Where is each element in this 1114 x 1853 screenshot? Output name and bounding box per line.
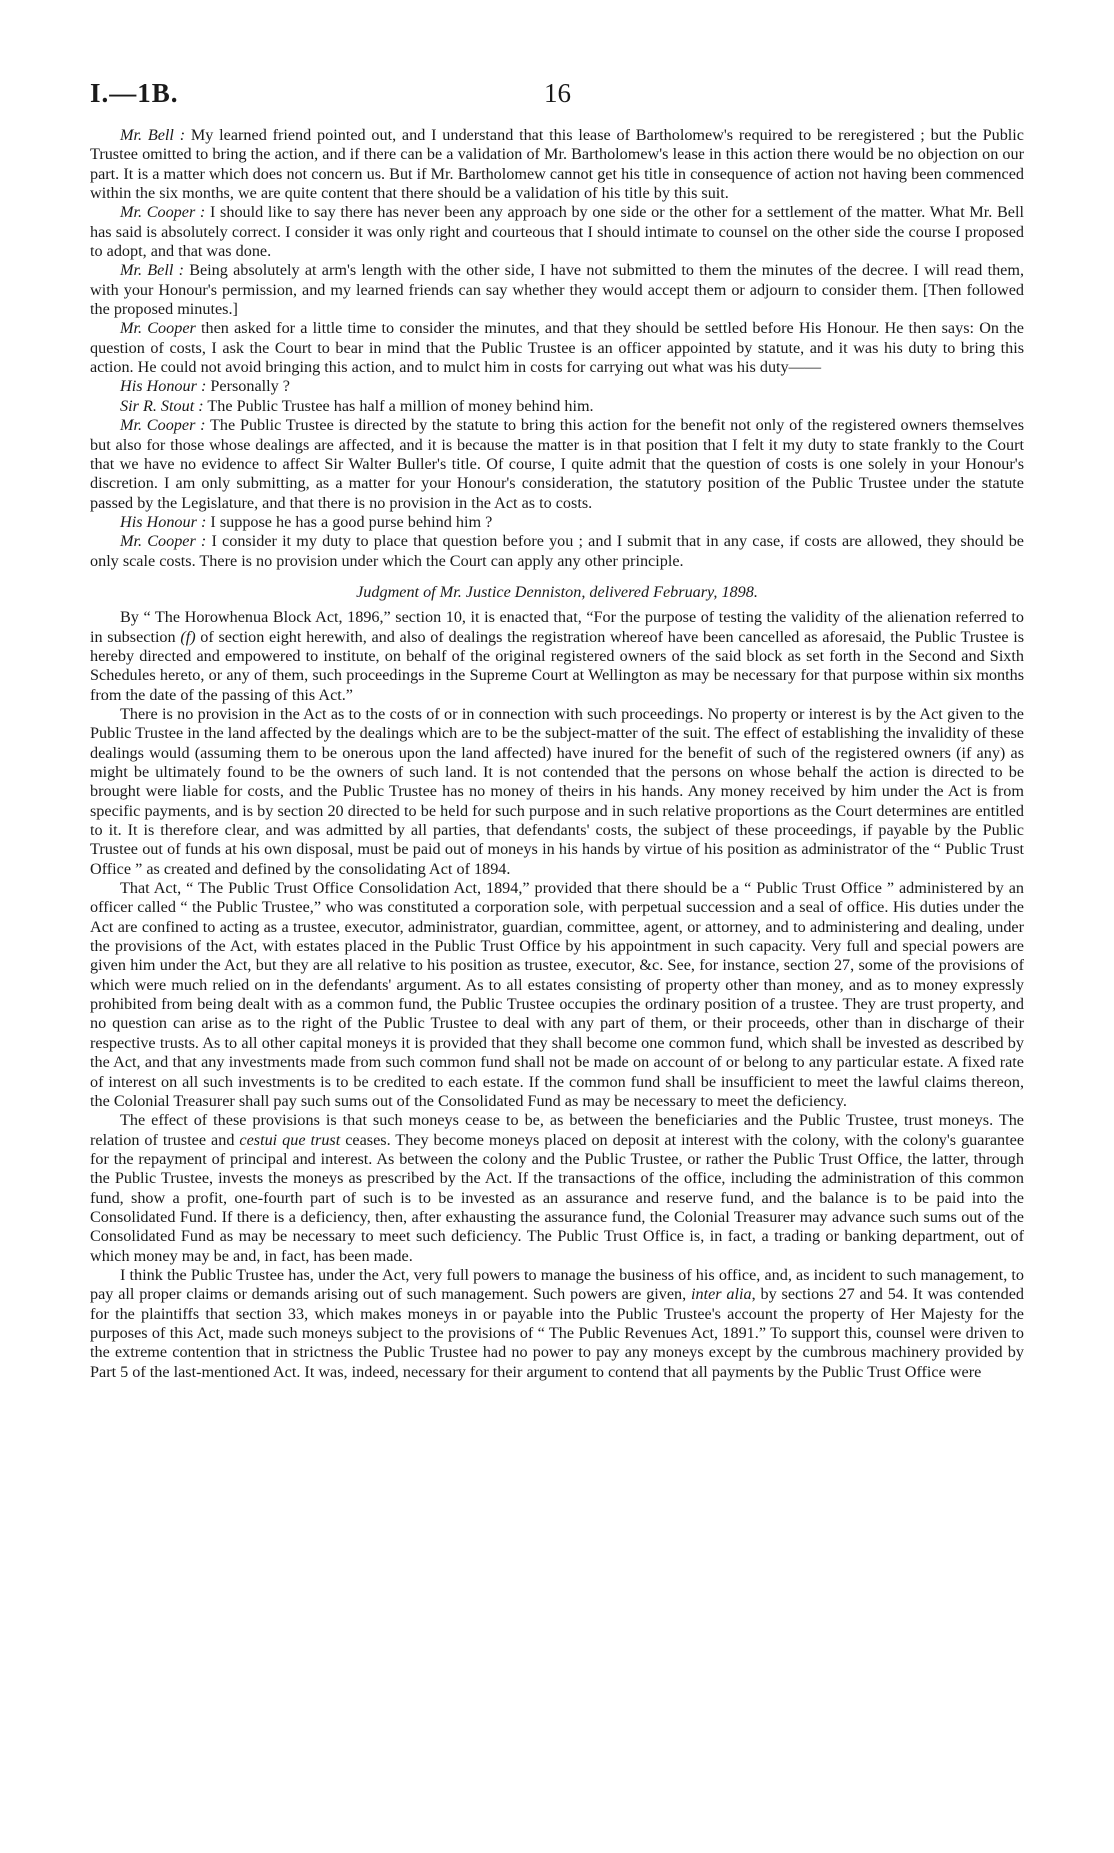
paragraph-text: By “ The Horowhenua Block Act, 1896,” section 10, it is enacted that, “For the purpose of testing the validity of the alienation referred to in subsection (90, 608, 1024, 646)
judgment-paragraph (90, 1266, 1024, 1382)
speaker-name: Mr. Bell : (120, 126, 186, 144)
paragraph-text: That Act, “ The Public Trust Office Consolidation Act, 1894,” provided that there should be a “ Public Trust Office ” administered by an officer called “ the Public Trustee,” who was constituted a corporation sole, with perpetual succession and a seal of office. His duties under the Act are confined to acting as a trustee, executor, administrator, guardian, committee, agent, or attorney, and to administering and dealing, under the provisions of the Act, with estates placed in the Public Trust Office by his appointment in such capacity. Very full and special powers are given him under the Act, but they are all relative to his position as trustee, executor, &c. See, for instance, section 27, some of the provisions of which were much relied on in the defendants' argument. As to all estates consisting of property other than money, and as to money expressly prohibited from being dealt with as a common fund, the Public Trustee occupies the ordinary position of a trustee. They are trust property, and no question can arise as to the right of the Public Trustee to deal with any part of them, or their proceeds, other than in discharge of their respective trusts. As to all other capital moneys it is provided that they shall become one common fund, which shall be invested as described by the Act, and that any investments made from such common fund shall not be made on account of or belong to any particular estate. A fixed rate of interest on all such investments is to be credited to each estate. If the common fund shall be insufficient to meet the lawful claims thereon, the Colonial Treasurer shall pay such sums out of the Consolidated Fund as may be necessary to meet the deficiency. (90, 879, 1024, 1110)
paragraph (90, 513, 1024, 532)
paragraph (90, 416, 1024, 513)
paragraph (90, 203, 1024, 261)
speaker-name: Mr. Cooper : (120, 416, 206, 435)
paragraph-text: then asked for a little time to consider the minutes, and that they should be settled before His Honour. He then says: On the question of costs, I ask the Court to bear in mind that the Public Trustee is an officer appointed by statute, and it was his duty to bring this action. He could not avoid bringing this action, and to mulct him in costs for carrying out what was his duty—— (90, 319, 1024, 377)
paragraph-text: I suppose he has a good purse behind him ? (206, 512, 493, 531)
paragraph (90, 377, 1024, 396)
paragraph-text: The effect of these provisions is that such moneys cease to be, as between the beneficiaries and the Public Trustee, trust moneys. The relation of trustee and (90, 1111, 1024, 1149)
page-number: 16 (544, 78, 571, 108)
paragraph-text: I should like to say there has never been any approach by one side or the other for a settlement of the matter. What Mr. Bell has said is absolutely correct. I consider it was only right and courteous that I should intimate to counsel on the other side the course I proposed to adopt, and that was done. (90, 203, 1024, 261)
paragraph-text: ceases. They become moneys placed on deposit at interest with the colony, with the colony's guarantee for the repayment of principal and interest. As between the colony and the Public Trustee, or rather the Public Trust Office, the latter, through the Public Trustee, invests the moneys as prescribed by the Act. If the transactions of the office, including the administration of this common fund, show a profit, one-fourth part of such is to be invested as an assurance and reserve fund, and the balance is to be paid into the Consolidated Fund. If there is a deficiency, then, after exhausting the assurance fund, the Colonial Treasurer may advance such sums out of the Consolidated Fund as may be necessary to meet such deficiency. The Public Trust Office is, in fact, a trading or banking department, out of which money may be and, in fact, has been made. (90, 1130, 1024, 1265)
speaker-name: Mr. Cooper : (120, 532, 207, 551)
paragraph (90, 261, 1024, 319)
paragraph-text: , by sections 27 and 54. It was contended for the plaintiffs that section 33, which makes moneys in or payable into the Public Trustee's account the property of Her Majesty for the purposes of this Act, made such moneys subject to the provisions of “ The Public Revenues Act, 1891.” To support this, counsel were driven to the extreme contention that in strictness the Public Trustee had no power to pay any moneys except by the cumbrous machinery provided by Part 5 of the last-mentioned Act. It was, indeed, necessary for their argument to contend that all payments by the Public Trust Office were (90, 1285, 1025, 1381)
paragraph (90, 397, 1024, 416)
paragraph-text: of section eight herewith, and also of dealings the registration whereof have been cancelled as aforesaid, the Public Trustee is hereby directed and empowered to institute, on behalf of the original registered owners of the said block as set forth in the Second and Sixth Schedules hereto, or any of them, such proceedings in the Supreme Court at Wellington as may be necessary for that purpose within six months from the date of the passing of this Act.” (90, 627, 1024, 704)
paragraph-text: I think the Public Trustee has, under the Act, very full powers to manage the business of his office, and, as incident to such management, to pay all proper claims or demands arising out of such management. Such powers are given, (90, 1265, 1024, 1304)
judgment-paragraph (90, 879, 1024, 1111)
judgment-paragraph (90, 1111, 1024, 1266)
paragraph-text: Being absolutely at arm's length with the other side, I have not submitted to them the minutes of the decree. I will read them, with your Honour's permission, and my learned friends can say whether they would accept them or adjourn to consider them. [Then followed the proposed minutes.] (90, 261, 1025, 319)
speaker-name: His Honour : (120, 512, 207, 531)
judgment-paragraph (90, 608, 1024, 705)
paragraph-text-italic: inter alia (691, 1285, 752, 1304)
speaker-name: His Honour : (120, 377, 207, 396)
paragraph-text: The Public Trustee has half a million of money behind him. (203, 396, 594, 415)
paragraph (90, 319, 1024, 377)
speaker-name: Sir R. Stout : (120, 396, 204, 415)
page-header (90, 78, 1034, 118)
judgment-paragraph (90, 705, 1024, 879)
paragraph-text: The Public Trustee is directed by the statute to bring this action for the benefit not only of the registered owners themselves but also for those whose dealings are affected, and it is because the matter is in that position that I felt it my duty to state frankly to the Court that we have no evidence to affect Sir Walter Buller's title. Of course, I quite admit that the question of costs is one solely in your Honour's discretion. I am only submitting, as a matter for your Honour's consideration, the statutory position of the Public Trustee under the statute passed by the Legislature, and that there is no provision in the Act as to costs. (90, 416, 1024, 512)
judgment-heading: Judgment of Mr. Justice Denniston, delivered February, 1898. (356, 582, 758, 601)
document-reference: I.—1B. (90, 78, 179, 108)
paragraph (90, 532, 1024, 571)
paragraph-text: My learned friend pointed out, and I understand that this lease of Bartholomew's required to be reregistered ; but the Public Trustee omitted to bring the action, and if there can be a validation of Mr. Bartholomew's lease in this action there would be no objection on our part. It is a matter which does not concern us. But if Mr. Bartholomew cannot get his title in consequence of action not having been commenced within the six months, we are quite content that there should be a validation of his title by this suit. (90, 126, 1024, 203)
paragraph-text: I consider it my duty to place that question before you ; and I submit that in any case, if costs are allowed, they should be only scale costs. There is no provision under which the Court can apply any other principle. (90, 532, 1024, 570)
speaker-name: Mr. Bell : (120, 261, 184, 280)
paragraph-text-italic: (f) (180, 627, 196, 646)
paragraph-text-italic: cestui que trust (239, 1130, 341, 1149)
paragraph (90, 126, 1024, 203)
speaker-name: Mr. Cooper : (120, 203, 206, 222)
paragraph-text: There is no provision in the Act as to the costs of or in connection with such proceedings. No property or interest is by the Act given to the Public Trustee in the land affected by the dealings which are to be the subject-matter of the suit. The effect of establishing the invalidity of these dealings would (assuming them to be onerous upon the land affected) have inured for the benefit of such of the registered owners (if any) as might be ultimately found to be the owners of such land. It is not contended that the persons on whose behalf the action is directed to be brought were liable for costs, and the Public Trustee has no money of theirs in his hands. Any money received by him under the Act is from specific payments, and is by section 20 directed to be held for such purpose and in such relative proportions as the Court determines are entitled to it. It is therefore clear, and was admitted by all parties, that defendants' costs, the subject of these proceedings, if payable by the Public Trustee out of funds at his own disposal, must be paid out of moneys in his hands by virtue of his position as administrator of the “ Public Trust Office ” as created and defined by the consolidating Act of 1894. (90, 704, 1024, 878)
speaker-name: Mr. Cooper (120, 319, 196, 338)
body-text (90, 126, 1024, 1382)
paragraph-text: Personally ? (206, 377, 290, 396)
